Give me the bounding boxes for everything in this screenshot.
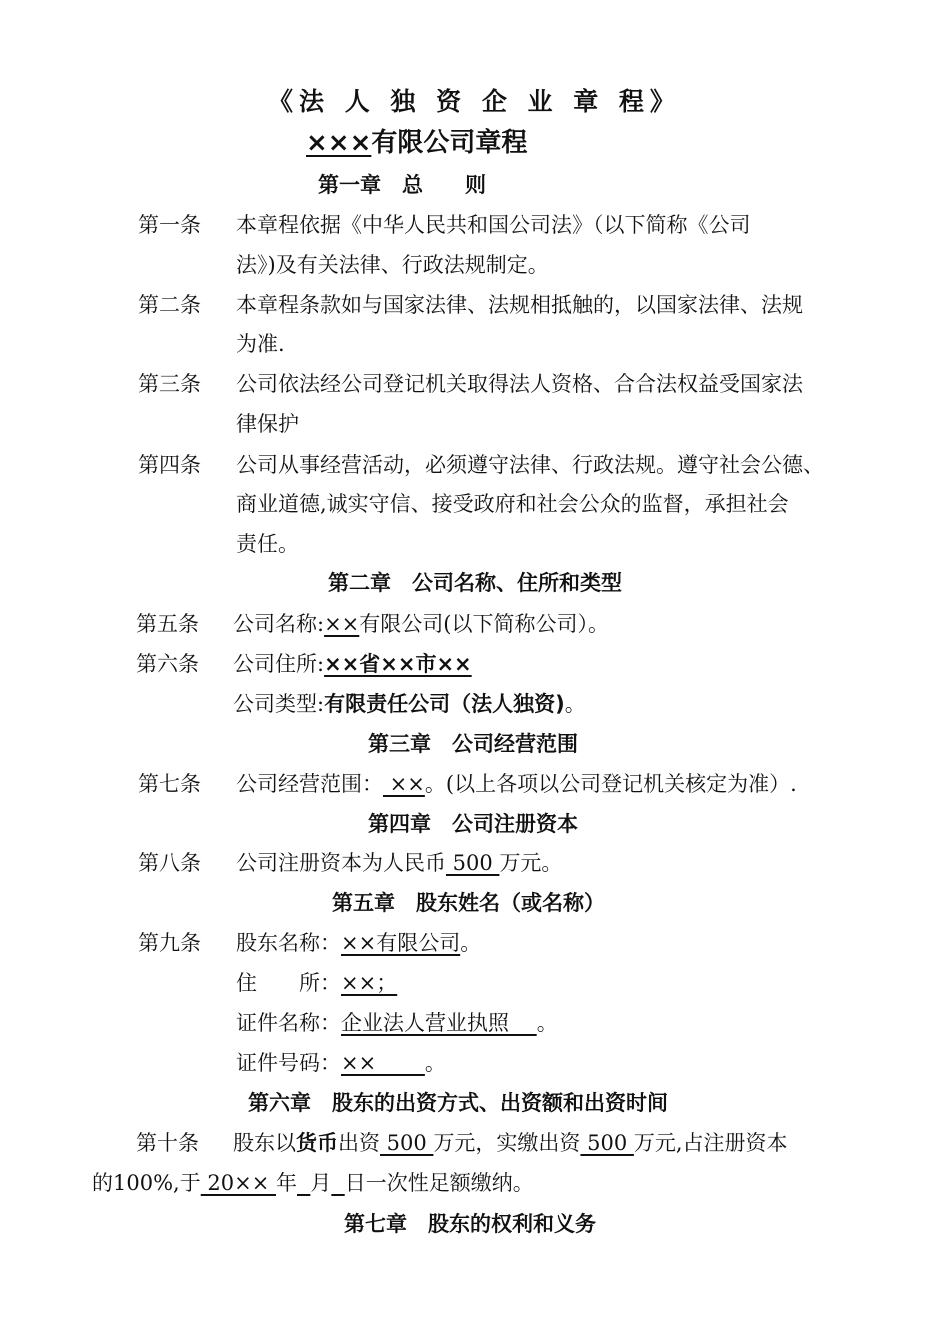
company-title-suffix: 有限公司章程 — [371, 128, 528, 158]
chapter-1-heading: 第一章 总 则 — [318, 173, 486, 197]
shareholder-address-label: 住 所： — [236, 971, 341, 995]
article-4-line-2: 商业道德,诚实守信、接受政府和社会公众的监督，承担社会 — [236, 492, 789, 516]
day-label-rest: 日一次性足额缴纳。 — [344, 1171, 534, 1195]
article-2-line-2: 为准. — [236, 332, 285, 356]
chapter-4-heading: 第四章 公司注册资本 — [368, 812, 578, 836]
doc-title: 《法 人 独 资 企 业 章 程》 — [268, 87, 681, 116]
article-4-line-1: 公司从事经营活动，必须遵守法律、行政法规。遵守社会公德、 — [236, 453, 824, 477]
article-3-line-1: 公司依法经公司登记机关取得法人资格、合合法权益受国家法 — [236, 372, 803, 396]
article-1-line-1: 本章程依据《中华人民共和国公司法》（以下简称《公司 — [236, 213, 751, 237]
certificate-number-end: 。 — [424, 1051, 446, 1075]
chapter-6-heading: 第六章 股东的出资方式、出资额和出资时间 — [248, 1091, 668, 1115]
article-2-line-1: 本章程条款如与国家法律、法规相抵触的，以国家法律、法规 — [236, 293, 803, 317]
shareholder-address-line — [236, 968, 397, 998]
company-type-value: 有限责任公司（法人独资) — [324, 692, 565, 716]
article-1-number: 第一条 — [138, 213, 201, 237]
certificate-name-value: 企业法人营业执照 — [341, 1011, 537, 1035]
company-type-label: 公司类型: — [233, 692, 325, 716]
certificate-number-value: ×× — [341, 1051, 425, 1075]
article-4-line-3: 责任。 — [236, 532, 299, 556]
company-name-rest: 有限公司(以下简称公司）。 — [359, 612, 609, 636]
article-9-number: 第九条 — [138, 931, 201, 955]
shareholder-name-value: ××有限公司 — [341, 931, 461, 955]
certificate-name-end: 。 — [536, 1011, 558, 1035]
business-scope-label: 公司经营范围： — [236, 772, 383, 796]
article-5-text — [233, 609, 609, 639]
company-name-value: ×× — [324, 612, 360, 636]
business-scope-rest: 。(以上各项以公司登记机关核定为准）. — [424, 772, 797, 796]
company-type-line — [233, 689, 586, 719]
contribution-text-1: 股东以 — [233, 1131, 296, 1155]
company-name-label: 公司名称: — [233, 612, 325, 636]
company-title — [306, 128, 527, 158]
chapter-2-heading: 第二章 公司名称、住所和类型 — [328, 571, 622, 595]
contribution-year: 20×× — [200, 1171, 276, 1195]
company-address-label: 公司住所: — [233, 652, 325, 676]
shareholder-name-label: 股东名称： — [236, 931, 341, 955]
contribution-method: 货币 — [296, 1131, 338, 1155]
article-7-number: 第七条 — [138, 772, 201, 796]
contribution-amount: 500 — [380, 1131, 434, 1155]
chapter-7-heading: 第七章 股东的权利和义务 — [344, 1212, 596, 1236]
certificate-name-line — [236, 1008, 558, 1038]
article-8-text — [236, 848, 562, 878]
company-type-end: 。 — [564, 692, 586, 716]
article-6-number: 第六条 — [136, 652, 199, 676]
capital-pre: 公司注册资本为人民币 — [236, 851, 446, 875]
year-label: 年 — [275, 1171, 297, 1195]
certificate-name-label: 证件名称： — [236, 1011, 341, 1035]
month-label: 月 — [310, 1171, 332, 1195]
contribution-text-4: 万元,占注册资本 — [633, 1131, 788, 1155]
article-7-text — [236, 769, 797, 799]
company-title-prefix: ××× — [306, 128, 372, 158]
shareholder-name-end: 。 — [460, 931, 482, 955]
contribution-text-2: 出资 — [338, 1131, 380, 1155]
certificate-number-line — [236, 1048, 446, 1078]
article-5-number: 第五条 — [136, 612, 199, 636]
article-10-line-2 — [92, 1168, 534, 1198]
article-6-text — [233, 649, 472, 679]
article-8-number: 第八条 — [138, 851, 201, 875]
chapter-3-heading: 第三章 公司经营范围 — [368, 732, 578, 756]
contribution-ratio-text: 的100%,于 — [92, 1171, 201, 1195]
shareholder-name-line — [236, 928, 481, 958]
business-scope-value: ×× — [383, 772, 425, 796]
shareholder-address-value: ××； — [341, 971, 398, 995]
chapter-5-heading: 第五章 股东姓名（或名称） — [332, 891, 605, 915]
article-3-number: 第三条 — [138, 372, 201, 396]
capital-rest: 万元。 — [499, 851, 563, 875]
contribution-day — [331, 1171, 344, 1195]
article-10-number: 第十条 — [136, 1131, 199, 1155]
paid-in-amount: 500 — [580, 1131, 634, 1155]
article-2-number: 第二条 — [138, 293, 201, 317]
article-4-number: 第四条 — [138, 453, 201, 477]
certificate-number-label: 证件号码： — [236, 1051, 341, 1075]
company-address-value: ××省××市×× — [324, 652, 472, 676]
capital-value: 500 — [446, 851, 500, 875]
contribution-month — [297, 1171, 310, 1195]
article-3-line-2: 律保护 — [236, 412, 299, 436]
article-1-line-2: 法》)及有关法律、行政法规制定。 — [236, 253, 549, 277]
article-10-line-1 — [233, 1128, 788, 1158]
contribution-text-3: 万元，实缴出资 — [433, 1131, 581, 1155]
